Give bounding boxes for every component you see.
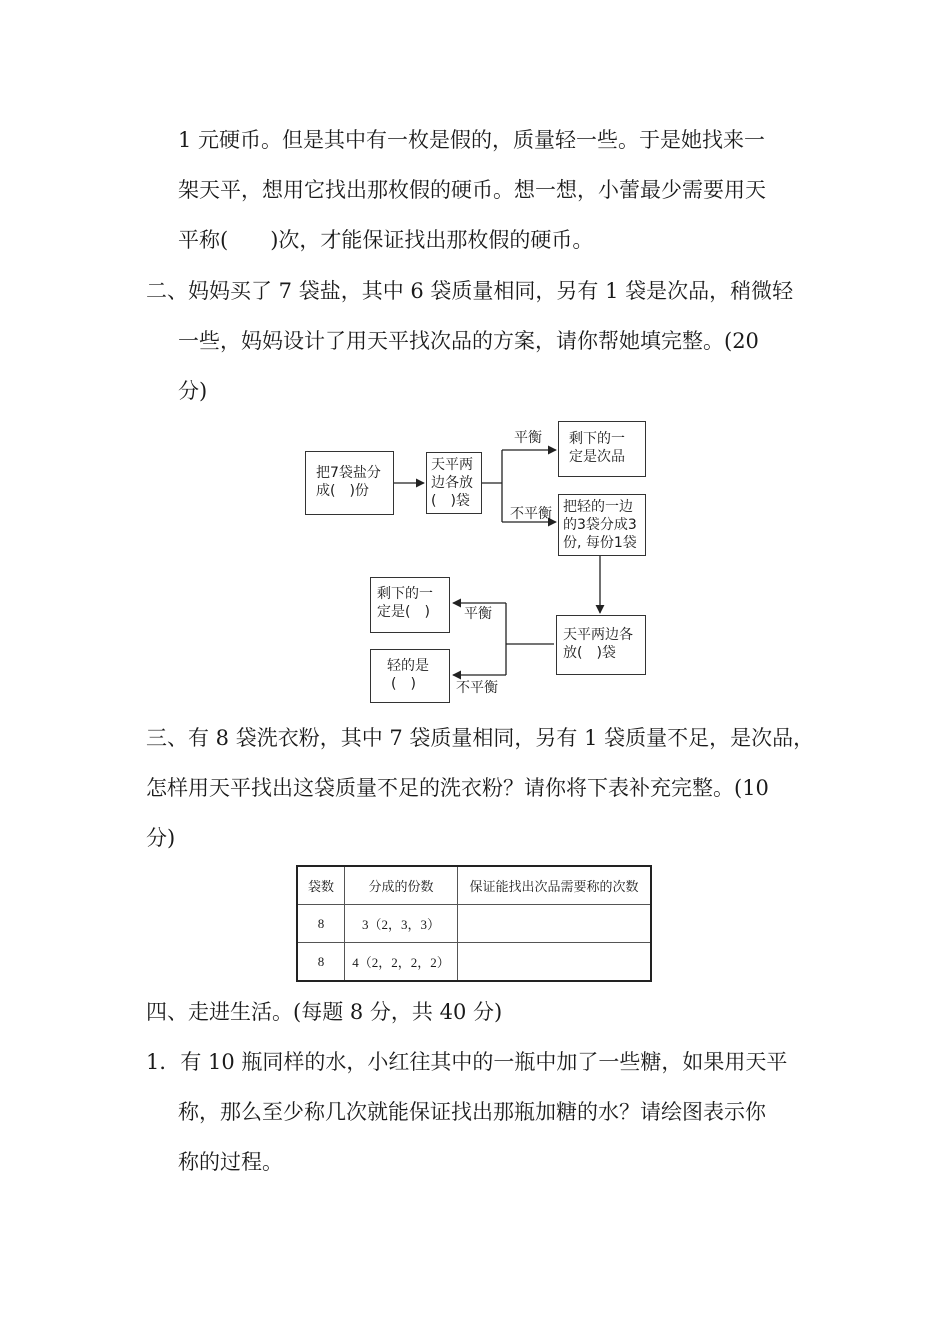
text-line: 分) bbox=[178, 379, 208, 403]
question-4-heading: 四、走进生活。(每题 8 分，共 40 分) bbox=[146, 1000, 503, 1024]
table-header-cell: 袋数 bbox=[297, 866, 345, 905]
table-row bbox=[297, 943, 651, 982]
box-line: 剩下的一 bbox=[569, 431, 625, 447]
text-line: 分) bbox=[146, 826, 176, 850]
text-line: 称的过程。 bbox=[178, 1150, 283, 1174]
box-line: 定是( ) bbox=[377, 604, 430, 620]
table-header-cell: 保证能找出次品需要称的次数 bbox=[458, 866, 652, 905]
table-header-cell: 分成的份数 bbox=[345, 866, 458, 905]
text-line: 一些，妈妈设计了用天平找次品的方案，请你帮她填完整。(20 bbox=[178, 329, 759, 353]
table-cell: 3（2，3，3） bbox=[345, 905, 458, 943]
text-line: 平称( )次，才能保证找出那枚假的硬币。 bbox=[178, 228, 594, 252]
box-line: ( ) bbox=[391, 676, 416, 692]
table-cell: 8 bbox=[297, 943, 345, 982]
flowchart bbox=[300, 420, 660, 710]
box-line: 轻的是 bbox=[387, 658, 429, 674]
box-line: ( )袋 bbox=[431, 493, 470, 509]
box-line: 份, 每份1袋 bbox=[563, 535, 637, 551]
resplit-box bbox=[558, 494, 646, 556]
box-line: 把7袋盐分 bbox=[316, 465, 381, 481]
box-line: 边各放 bbox=[431, 475, 473, 491]
answer-table bbox=[296, 865, 652, 982]
unbalanced-label: 不平衡 bbox=[510, 506, 552, 522]
box-line: 成( )份 bbox=[316, 483, 369, 499]
box-line: 定是次品 bbox=[569, 449, 625, 465]
defective-result-box bbox=[558, 421, 646, 477]
question-4-item-1: 1．有 10 瓶同样的水，小红往其中的一瓶中加了一些糖，如果用天平 bbox=[146, 1050, 788, 1074]
weigh-box-1 bbox=[426, 452, 482, 514]
text-line: 称，那么至少称几次就能保证找出那瓶加糖的水？请绘图表示你 bbox=[178, 1100, 766, 1124]
weigh-box-2 bbox=[556, 615, 646, 675]
box-line: 天平两边各 bbox=[563, 627, 633, 643]
box-line: 天平两 bbox=[431, 457, 473, 473]
box-line: 把轻的一边 bbox=[563, 499, 633, 515]
text-line: 怎样用天平找出这袋质量不足的洗衣粉？请你将下表补充完整。(10 bbox=[146, 776, 769, 800]
table-cell: 8 bbox=[297, 905, 345, 943]
table-cell bbox=[458, 905, 652, 943]
lighter-result-box bbox=[370, 649, 450, 703]
box-line: 放( )袋 bbox=[563, 645, 616, 661]
table-header-row bbox=[297, 866, 651, 905]
balanced-label: 平衡 bbox=[514, 430, 542, 446]
balanced-label: 平衡 bbox=[464, 606, 492, 622]
question-3-heading: 三、有 8 袋洗衣粉，其中 7 袋质量相同，另有 1 袋质量不足，是次品， bbox=[146, 726, 815, 750]
remaining-result-box bbox=[370, 577, 450, 633]
text-line: 1 元硬币。但是其中有一枚是假的，质量轻一些。于是她找来一 bbox=[178, 128, 766, 152]
table-cell: 4（2，2，2，2） bbox=[345, 943, 458, 982]
question-2-heading: 二、妈妈买了 7 袋盐，其中 6 袋质量相同，另有 1 袋是次品，稍微轻 bbox=[146, 279, 794, 303]
box-line: 的3袋分成3 bbox=[563, 517, 637, 533]
table-cell bbox=[458, 943, 652, 982]
unbalanced-label: 不平衡 bbox=[456, 680, 498, 696]
text-line: 架天平，想用它找出那枚假的硬币。想一想，小蕾最少需要用天 bbox=[178, 178, 766, 202]
table-row bbox=[297, 905, 651, 943]
box-line: 剩下的一 bbox=[377, 586, 433, 602]
split-box bbox=[305, 451, 394, 515]
